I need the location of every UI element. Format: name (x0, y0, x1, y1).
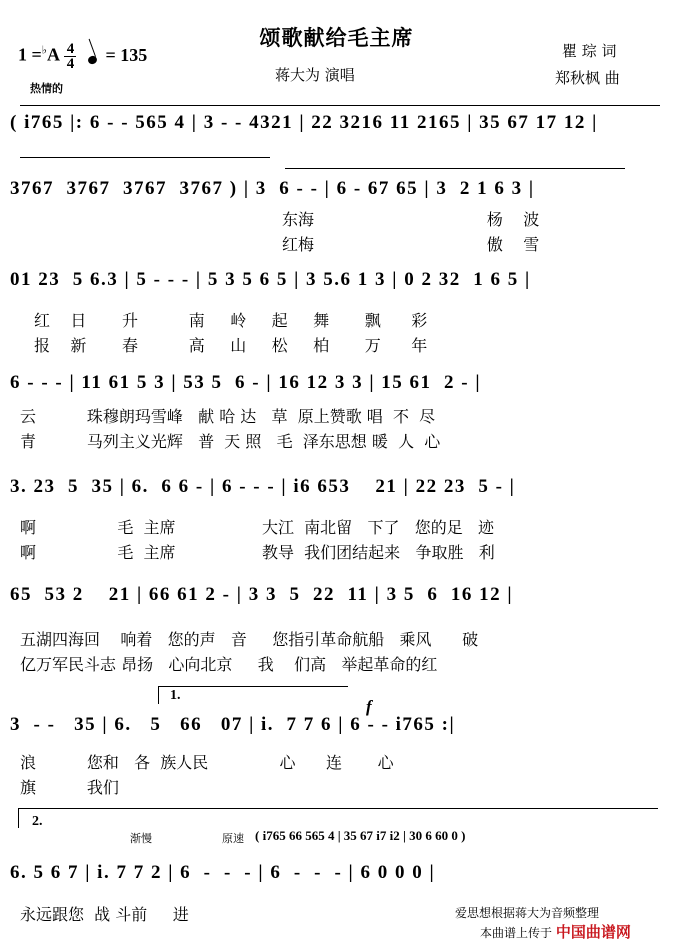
tempo-value: = 135 (105, 44, 148, 65)
lyric-row-4-v1: 云 珠穆朗玛雪峰 献 哈 达 草 原上赞歌 唱 不 尽 (20, 407, 436, 426)
expression-mark: 热情的 (30, 82, 63, 95)
key-letter: A (46, 44, 59, 65)
ending-1-label: 1. (170, 688, 181, 703)
key-prefix: 1 = (18, 44, 42, 65)
lyric-row-2-v1: 东海 杨 波 (282, 210, 540, 229)
lyric-row-5-v2: 啊 毛 主席 教导 我们团结起来 争取胜 利 (20, 543, 495, 562)
lyric-row-6-v1: 五湖四海回 响着 您的声 音 您指引革命航船 乘风 破 (20, 630, 479, 649)
ritard-mark: 渐慢 (130, 832, 152, 845)
a-tempo-mark: 原速 (222, 832, 244, 845)
lyric-row-6-v2: 亿万军民斗志 昂扬 心向北京 我 们高 举起革命的红 (20, 655, 438, 674)
lyric-row-5-v1: 啊 毛 主席 大江 南北留 下了 您的足 迹 (20, 518, 494, 537)
lyric-row-8-v1: 永远跟您 战 斗前 进 (20, 905, 189, 924)
site-logo: 中国曲谱网 (555, 923, 631, 941)
notation-row-1: ( i765 |: 6 - - 565 4 | 3 - - 4321 | 22 3216 11 2165 | 35 67 17 12 | (10, 112, 598, 133)
dynamic-mark: f (366, 697, 372, 716)
lyric-row-7-v1: 浪 您和 各 族人民 心 连 心 (20, 753, 394, 772)
lyric-row-2-v2: 红梅 傲 雪 (282, 235, 540, 254)
lyricist-credit: 瞿 琮 词 (562, 42, 617, 60)
key-signature (18, 42, 147, 71)
notation-row-8: 6. 5 6 7 | i. 7 7 2 | 6 - - - | 6 - - - | 6 0 0 0 | (10, 862, 436, 883)
lyric-row-3-v1: 红 日 升 南 岭 起 舞 飘 彩 (34, 311, 428, 330)
composer-credit: 郑秋枫 曲 (555, 69, 620, 87)
song-title: 颂歌献给毛主席 (259, 26, 414, 50)
notation-row-2: 3767 3767 3767 3767 ) | 3 6 - - | 6 - 67 65 | 3 2 1 6 3 | (10, 178, 535, 199)
footer-credit: 爱思想根据蒋大为音频整理 (455, 906, 600, 920)
lyric-row-3-v2: 报 新 春 高 山 松 柏 万 年 (34, 336, 428, 355)
notation-row-4: 6 - - - | 11 61 5 3 | 53 5 6 - | 16 12 3 3 | 15 61 2 - | (10, 372, 482, 393)
time-signature: $\frac{4}{4}$ (64, 42, 76, 71)
singer-credit: 蒋大为 演唱 (275, 66, 355, 84)
footer-upload: 本曲谱上传于 中国曲谱网 (480, 923, 631, 941)
lyric-row-7-v2: 旗 我们 (20, 778, 119, 797)
notation-row-6: 65 53 2 21 | 66 61 2 - | 3 3 5 22 11 | 3 5 6 16 12 | (10, 584, 514, 605)
ending-2-intro: ( i765 66 565 4 | 35 67 i7 i2 | 30 6 60 0 ) (255, 828, 466, 843)
flat-sign: ♭ (41, 44, 47, 57)
lyric-row-4-v2: 青 马列主义光辉 普 天 照 毛 泽东思想 暖 人 心 (20, 432, 441, 451)
ending-2-label: 2. (32, 814, 43, 829)
notation-row-3: 01 23 5 6.3 | 5 - - - | 5 3 5 6 5 | 3 5.6 1 3 | 0 2 32 1 6 5 | (10, 269, 531, 290)
notation-row-5: 3. 23 5 35 | 6. 6 6 - | 6 - - - | i6 653 21 | 22 23 5 - | (10, 476, 516, 497)
quarter-note-icon (87, 54, 98, 65)
notation-row-7: 3 - - 35 | 6. 5 66 07 | i. 7 7 6 | 6 - - i765 :| (10, 714, 456, 735)
